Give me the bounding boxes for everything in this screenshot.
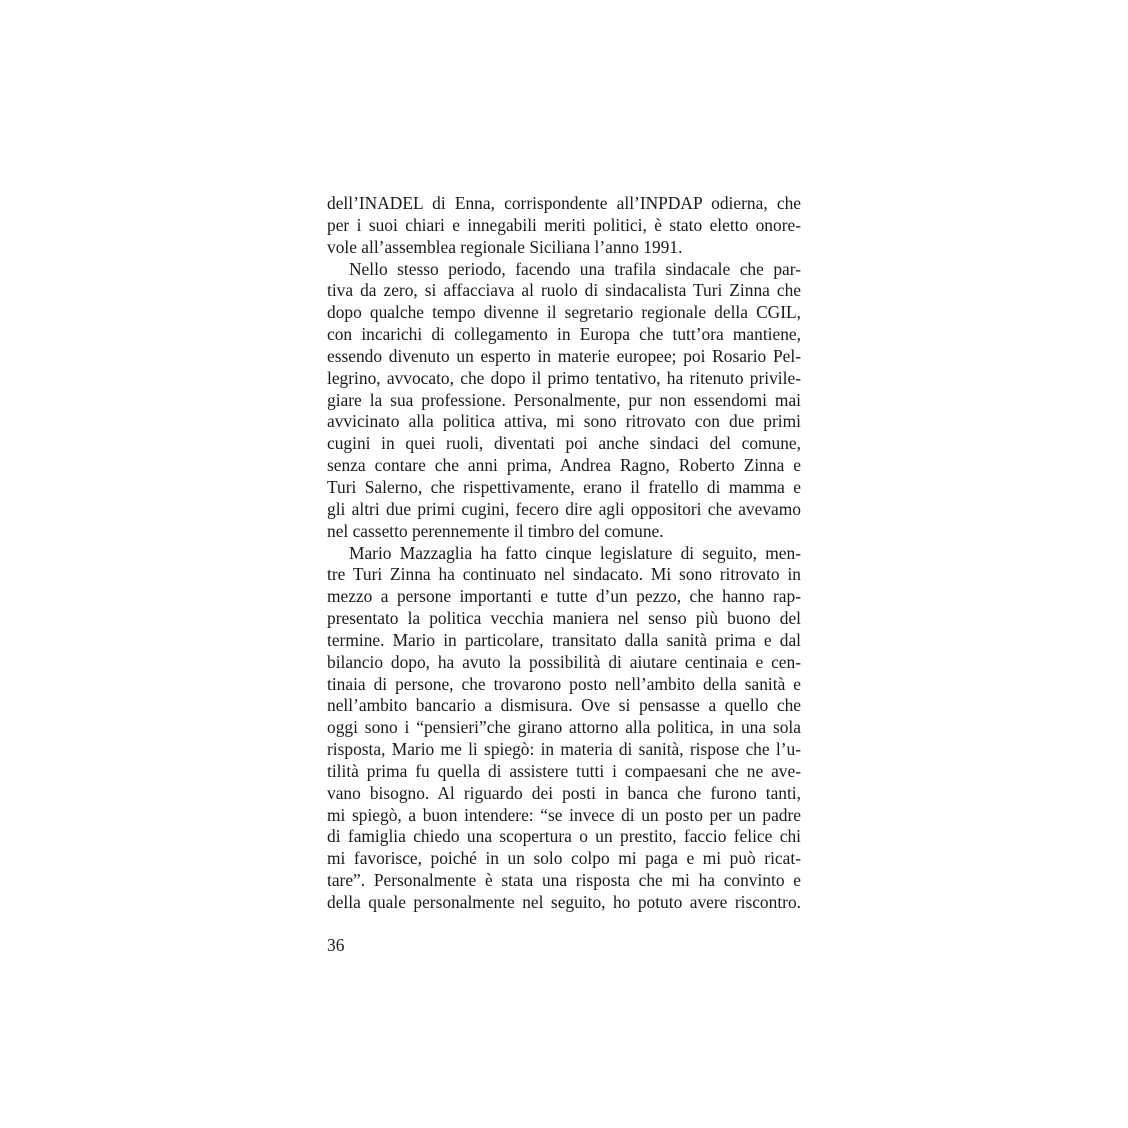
text-line: giare la sua professione. Personalmente, pur non essendomi mai (327, 389, 801, 410)
text-line: vole all’assemblea regionale Siciliana l’anno 1991. (327, 236, 683, 257)
text-line: tilità prima fu quella di assistere tutti i compaesani che ne ave- (327, 760, 801, 781)
text-line: risposta, Mario me li spiegò: in materia di sanità, rispose che l’u- (327, 739, 801, 760)
text-line: mezzo a persone importanti e tutte d’un pezzo, che hanno rap- (327, 586, 801, 607)
text-line: mi spiegò, a buon intendere: “se invece di un posto per un padre (327, 804, 801, 825)
text-line: termine. Mario in particolare, transitato dalla sanità prima e dal (327, 629, 801, 650)
text-line: dopo qualche tempo divenne il segretario regionale della CGIL, (327, 302, 801, 323)
body-text (327, 193, 801, 914)
text-line: cugini in quei ruoli, diventati poi anche sindaci del comune, (327, 433, 801, 454)
text-line: nell’ambito bancario a dismisura. Ove si pensasse a quello che (327, 695, 801, 716)
text-line: Mario Mazzaglia ha fatto cinque legislature di seguito, men- (349, 542, 801, 563)
text-line: per i suoi chiari e innegabili meriti politici, è stato eletto onore- (327, 214, 801, 235)
text-line: tiva da zero, si affacciava al ruolo di sindacalista Turi Zinna che (327, 280, 801, 301)
text-line: senza contare che anni prima, Andrea Ragno, Roberto Zinna e (327, 455, 801, 476)
paragraph (327, 543, 801, 914)
paragraph (327, 259, 801, 543)
text-line: vano bisogno. Al riguardo dei posti in banca che furono tanti, (327, 782, 801, 803)
text-line: mi favorisce, poiché in un solo colpo mi paga e mi può ricat- (327, 848, 801, 869)
text-line: tre Turi Zinna ha continuato nel sindacato. Mi sono ritrovato in (327, 564, 801, 585)
text-line: Turi Salerno, che rispettivamente, erano il fratello di mamma e (327, 476, 801, 497)
text-line: tinaia di persone, che trovarono posto nell’ambito della sanità e (327, 673, 801, 694)
text-line: Nello stesso periodo, facendo una trafila sindacale che par- (349, 258, 801, 279)
text-line: nel cassetto perennemente il timbro del comune. (327, 520, 664, 541)
text-line: legrino, avvocato, che dopo il primo tentativo, ha ritenuto privile- (327, 367, 801, 388)
text-line: della quale personalmente nel seguito, ho potuto avere riscontro. (327, 892, 801, 912)
text-line: presentato la politica vecchia maniera nel senso più buono del (327, 608, 801, 629)
text-line: tare”. Personalmente è stata una risposta che mi ha convinto e (327, 870, 801, 891)
page-number: 36 (327, 935, 345, 955)
text-line: con incarichi di collegamento in Europa che tutt’ora mantiene, (327, 324, 801, 345)
text-line: oggi sono i “pensieri”che girano attorno alla politica, in una sola (327, 717, 801, 738)
text-line: avvicinato alla politica attiva, mi sono ritrovato con due primi (327, 411, 801, 432)
text-line: gli altri due primi cugini, fecero dire agli oppositori che avevamo (327, 498, 801, 519)
text-line: essendo divenuto un esperto in materie europee; poi Rosario Pel- (327, 345, 801, 366)
paragraph (327, 193, 801, 259)
text-line: di famiglia chiedo una scopertura o un prestito, faccio felice chi (327, 826, 801, 847)
text-line: dell’INADEL di Enna, corrispondente all’INPDAP odierna, che (327, 193, 801, 213)
text-line: bilancio dopo, ha avuto la possibilità di aiutare centinaia e cen- (327, 651, 801, 672)
